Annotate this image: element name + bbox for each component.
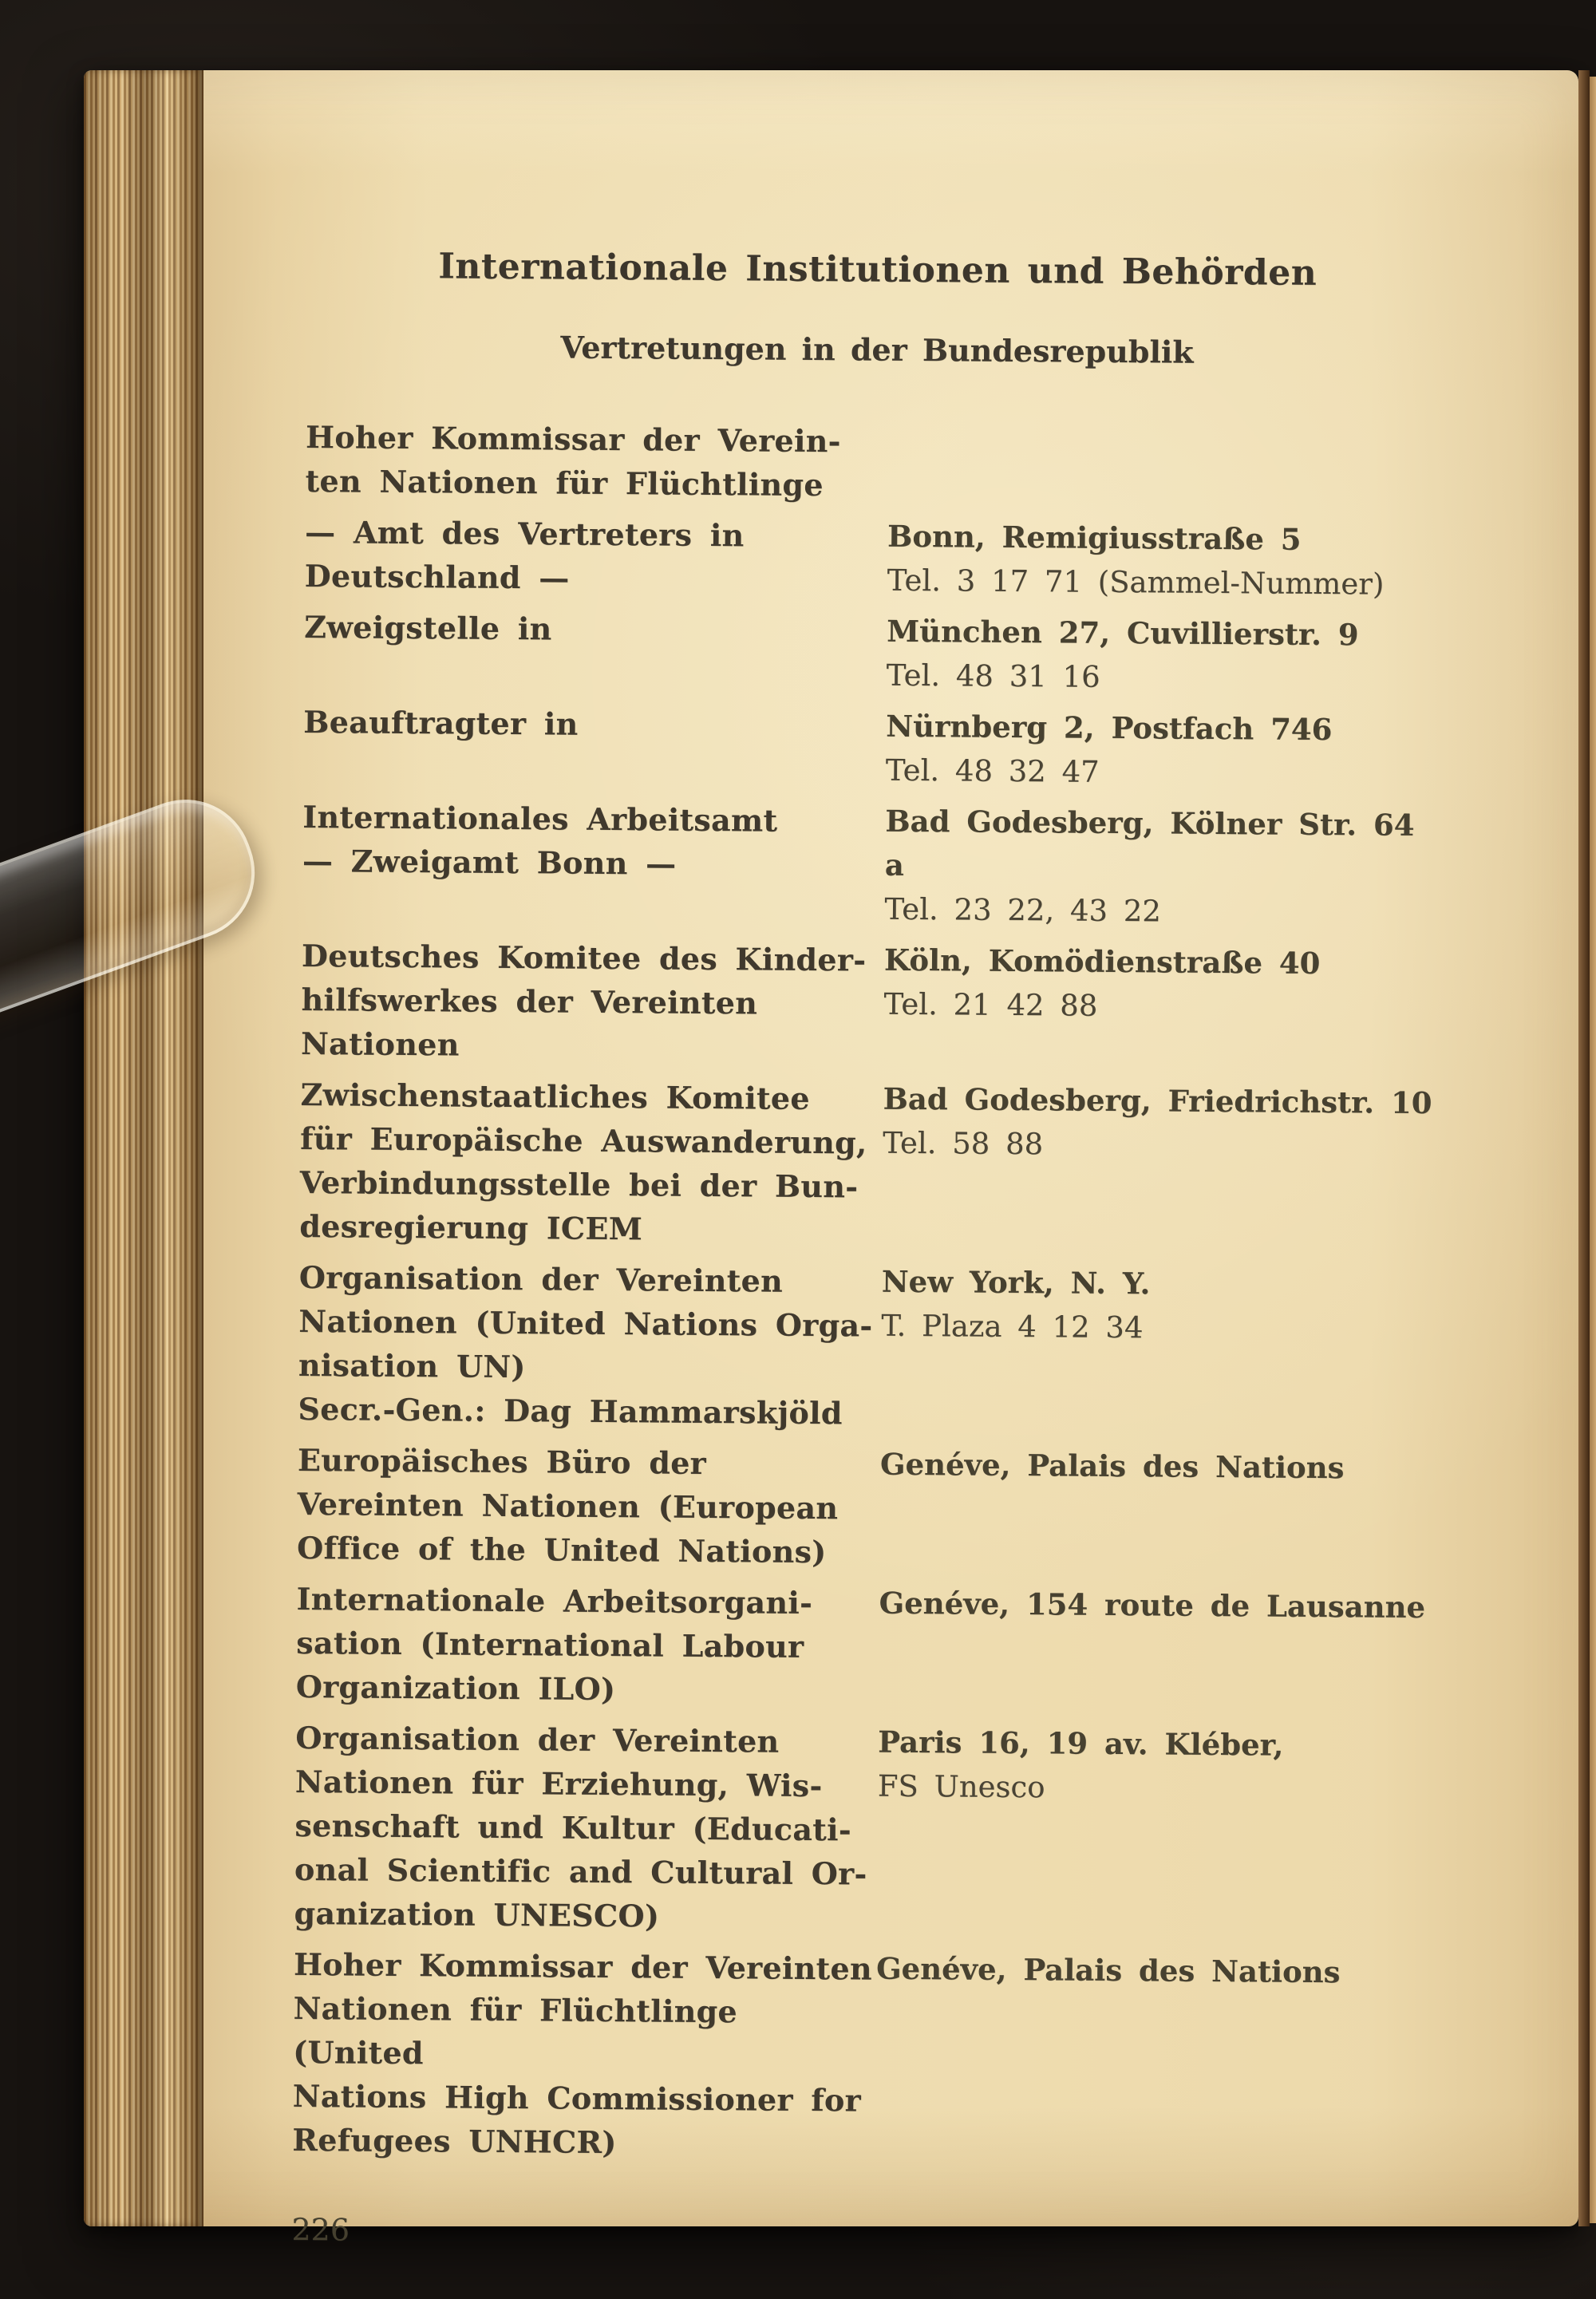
- entry-label-line: hilfswerkes der Vereinten: [301, 981, 758, 1021]
- entry-label-line: Zwischenstaatliches Komitee: [300, 1076, 810, 1116]
- entry-label-line: Nationen für Erziehung, Wis-: [294, 1763, 823, 1804]
- directory-entry: [302, 795, 1444, 935]
- directory-entry: [298, 1255, 1440, 1440]
- entry-address-line: Tel. 48 31 16: [886, 658, 1100, 694]
- stacked-page-edges: [84, 70, 203, 2226]
- entry-address: [884, 800, 1444, 935]
- entry-address-line: Tel. 58 88: [883, 1125, 1044, 1162]
- page-number: 226: [291, 2211, 350, 2248]
- entry-label-line: ten Nationen für Flüchtlinge: [305, 462, 824, 504]
- adjacent-page-sliver: [1590, 77, 1596, 2223]
- directory-entry: [299, 1072, 1442, 1257]
- entry-address-line: FS Unesco: [877, 1768, 1045, 1805]
- entry-label: [302, 795, 885, 931]
- entry-label-line: Secr.-Gen.: Dag Hammarskjöld: [298, 1390, 843, 1432]
- entry-address-line: Genéve, Palais des Nations: [875, 1950, 1341, 1990]
- entry-address-line: Paris 16, 19 av. Kléber,: [878, 1724, 1284, 1763]
- entry-address-line: Tel. 23 22, 43 22: [884, 891, 1162, 929]
- entry-label-line: sation (International Labour: [296, 1624, 804, 1665]
- entry-label-line: Hoher Kommissar der Verein-: [305, 418, 841, 460]
- entry-label: [301, 934, 884, 1070]
- entry-address-line: Genéve, 154 route de Lausanne: [879, 1585, 1426, 1625]
- entry-label-line: Deutschland —: [304, 557, 570, 596]
- entry-address: [875, 1947, 1435, 2171]
- entry-address: [887, 515, 1446, 606]
- entry-label-line: Europäisches Büro der: [297, 1441, 707, 1481]
- entry-label: [305, 415, 888, 508]
- entry-label-line: Vereinten Nationen (European: [297, 1485, 839, 1527]
- entry-address-line: Tel. 3 17 71 (Sammel-Nummer): [887, 563, 1385, 602]
- directory-entry: [305, 510, 1447, 606]
- entry-label-line: Verbindungsstelle bei der Bun-: [299, 1163, 859, 1205]
- page-subtitle: Vertretungen in der Bundesrepublik: [560, 329, 1194, 370]
- page-title: Internationale Institutionen und Behörden: [438, 246, 1317, 294]
- entry-label-line: onal Scientific and Cultural Or-: [294, 1851, 867, 1892]
- entry-label: [298, 1255, 882, 1436]
- entry-label-line: Hoher Kommissar der Vereinten: [293, 1945, 873, 1987]
- entry-label: [303, 700, 887, 792]
- entry-label-line: senschaft und Kultur (Educati-: [294, 1807, 852, 1848]
- entry-label-line: Office of the United Nations): [296, 1529, 827, 1570]
- directory-entry: [296, 1577, 1438, 1717]
- entry-label: [299, 1072, 883, 1253]
- entry-address-line: Tel. 21 42 88: [883, 986, 1098, 1023]
- entry-label: [292, 1942, 876, 2167]
- book-page: [84, 70, 1578, 2248]
- entry-label-line: Zweigstelle in: [304, 608, 552, 647]
- entry-label: [294, 1716, 878, 1940]
- entry-address: [876, 1720, 1436, 1944]
- entry-address: [879, 1443, 1439, 1578]
- entry-address-line: Bad Godesberg, Kölner Str. 64 a: [884, 803, 1415, 883]
- entry-label-line: Beauftragter in: [303, 703, 579, 742]
- entry-label-line: — Zweigamt Bonn —: [302, 842, 677, 882]
- entry-label: [297, 1438, 880, 1574]
- entry-address-line: T. Plaza 4 12 34: [881, 1308, 1144, 1345]
- directory-entry: [292, 1942, 1435, 2171]
- gutter-shadow: [1578, 70, 1590, 2226]
- entry-address-line: Tel. 48 32 47: [885, 753, 1100, 789]
- entry-label-line: Organisation der Vereinten: [295, 1719, 780, 1760]
- directory-list: [292, 415, 1447, 2171]
- entry-label-line: ganization UNESCO): [294, 1894, 660, 1934]
- entry-address-line: Nürnberg 2, Postfach 746: [886, 708, 1333, 748]
- directory-entry: [305, 415, 1447, 512]
- directory-entry: [303, 700, 1445, 796]
- entry-label-line: Internationale Arbeitsorgani-: [296, 1580, 813, 1622]
- entry-label-line: — Amt des Vertreters in: [304, 513, 745, 554]
- entry-address-line: Köln, Komödienstraße 40: [883, 942, 1321, 981]
- entry-address: [886, 705, 1445, 796]
- entry-label-line: nisation UN): [298, 1346, 526, 1385]
- entry-label-line: Nations High Commissioner for: [292, 2077, 862, 2119]
- entry-label-line: Nationen (United Nations Orga-: [298, 1302, 873, 1344]
- entry-label-line: Nationen für Flüchtlinge (United: [293, 1989, 738, 2072]
- entry-address-line: Bad Godesberg, Friedrichstr. 10: [883, 1080, 1432, 1121]
- entry-label-line: Nationen: [300, 1025, 460, 1063]
- directory-entry: [297, 1438, 1439, 1578]
- entry-label: [296, 1577, 879, 1713]
- entry-address-line: Bonn, Remigiusstraße 5: [887, 518, 1302, 557]
- entry-address: [887, 610, 1446, 701]
- entry-label-line: für Europäische Auswanderung,: [300, 1120, 867, 1161]
- entry-label-line: Organisation der Vereinten: [298, 1258, 784, 1299]
- entry-address: [879, 1582, 1438, 1717]
- entry-label-line: Refugees UNHCR): [292, 2121, 617, 2161]
- page-content: [291, 243, 1448, 2261]
- entry-address-line: München 27, Cuvillierstr. 9: [887, 613, 1359, 653]
- directory-entry: [304, 605, 1446, 701]
- entry-label: [305, 510, 888, 602]
- directory-entry: [294, 1716, 1436, 1944]
- entry-label-line: Deutsches Komitee des Kinder-: [301, 937, 867, 978]
- entry-address-line: New York, N. Y.: [881, 1263, 1151, 1302]
- entry-address: [887, 420, 1447, 512]
- entry-address-line: Genéve, Palais des Nations: [879, 1446, 1345, 1486]
- entry-label-line: Organization ILO): [295, 1668, 616, 1708]
- directory-entry: [301, 934, 1443, 1074]
- entry-address: [880, 1260, 1440, 1440]
- entry-address: [883, 938, 1443, 1074]
- entry-label: [304, 605, 887, 697]
- entry-address: [882, 1077, 1442, 1257]
- entry-label-line: desregierung ICEM: [299, 1207, 643, 1247]
- entry-label-line: Internationales Arbeitsamt: [302, 798, 778, 839]
